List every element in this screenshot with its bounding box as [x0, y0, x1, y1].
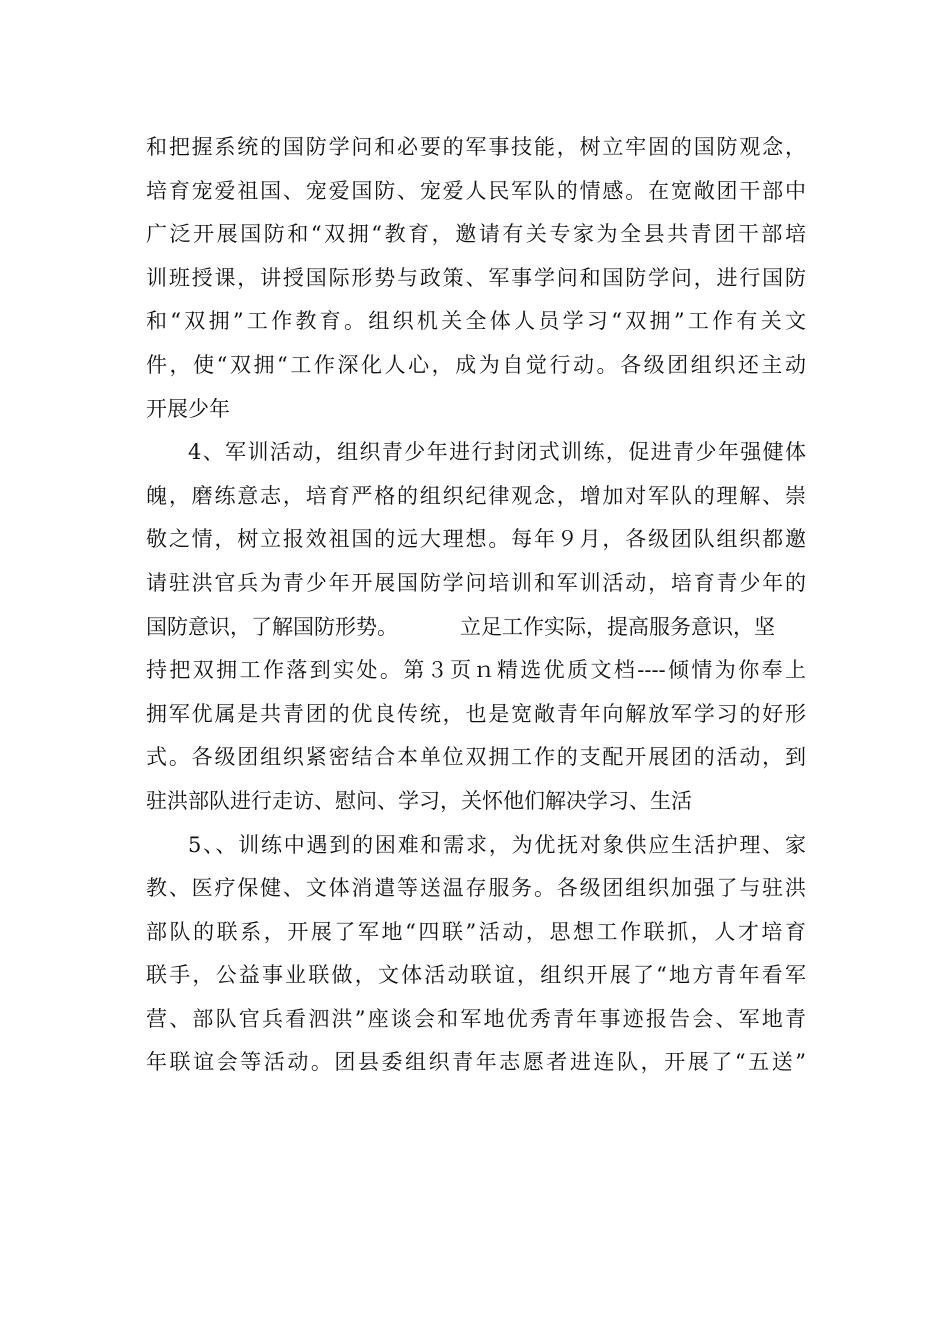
- text-line: 和把握系统的国防学问和必要的军事技能，树立牢固的国防观念，: [146, 135, 806, 159]
- text-line: 拥军优属是共青团的优良传统，也是宽敞青年向解放军学习的好形: [146, 701, 806, 726]
- text-fragment: 立足工作实际，提高服务意识，坚: [460, 614, 775, 639]
- text-line-split: [146, 606, 806, 650]
- text-line: 请驻洪官兵为青少年开展国防学问培训和军训活动，培育青少年的: [146, 570, 806, 595]
- text-line: 教、医疗保健、文体消遣等送温存服务。各级团组织加强了与驻洪: [146, 876, 806, 901]
- text-line: 5、、训练中遇到的困难和需求，为优抚对象供应生活护理、家: [188, 832, 806, 857]
- text-line: 式。各级团组织紧密结合本单位双拥工作的支配开展团的活动，到: [146, 745, 806, 770]
- text-line: 魄，磨练意志，培育严格的组织纪律观念，增加对军队的理解、崇: [146, 483, 806, 508]
- text-line: 广泛开展国防和“双拥“教育，邀请有关专家为全县共青团干部培: [146, 222, 806, 247]
- text-line: 和“双拥”工作教育。组织机关全体人员学习“双拥”工作有关文: [146, 309, 806, 334]
- text-line: 联手，公益事业联做，文体活动联谊，组织开展了“地方青年看军: [146, 963, 806, 988]
- text-line: 驻洪部队进行走访、慰问、学习，关怀他们解决学习、生活: [146, 788, 692, 813]
- text-fragment: 国防意识，了解国防形势。: [146, 614, 398, 639]
- text-line: 培育宠爱祖国、宠爱国防、宠爱人民军队的情感。在宽敞团干部中: [146, 178, 806, 203]
- text-line: 持把双拥工作落到实处。第３页ｎ精选优质文档----倾情为你奉上: [146, 658, 806, 683]
- text-line: 4、军训活动，组织青少年进行封闭式训练，促进青少年强健体: [188, 440, 806, 465]
- text-line: 训班授课，讲授国际形势与政策、军事学问和国防学问，进行国防: [146, 265, 806, 290]
- text-line: 开展少年: [146, 396, 230, 421]
- text-line: 年联谊会等活动。团县委组织青年志愿者进连队，开展了“五送”: [146, 1050, 806, 1075]
- text-line: 部队的联系，开展了军地“四联”活动，思想工作联抓，人才培育: [146, 919, 806, 944]
- text-line: 件，使“双拥“工作深化人心，成为自觉行动。各级团组织还主动: [146, 352, 806, 377]
- document-body: [146, 126, 806, 1085]
- text-line: 营、部队官兵看泗洪”座谈会和军地优秀青年事迹报告会、军地青: [146, 1006, 806, 1031]
- text-line: 敬之情，树立报效祖国的远大理想。每年９月，各级团队组织都邀: [146, 527, 806, 552]
